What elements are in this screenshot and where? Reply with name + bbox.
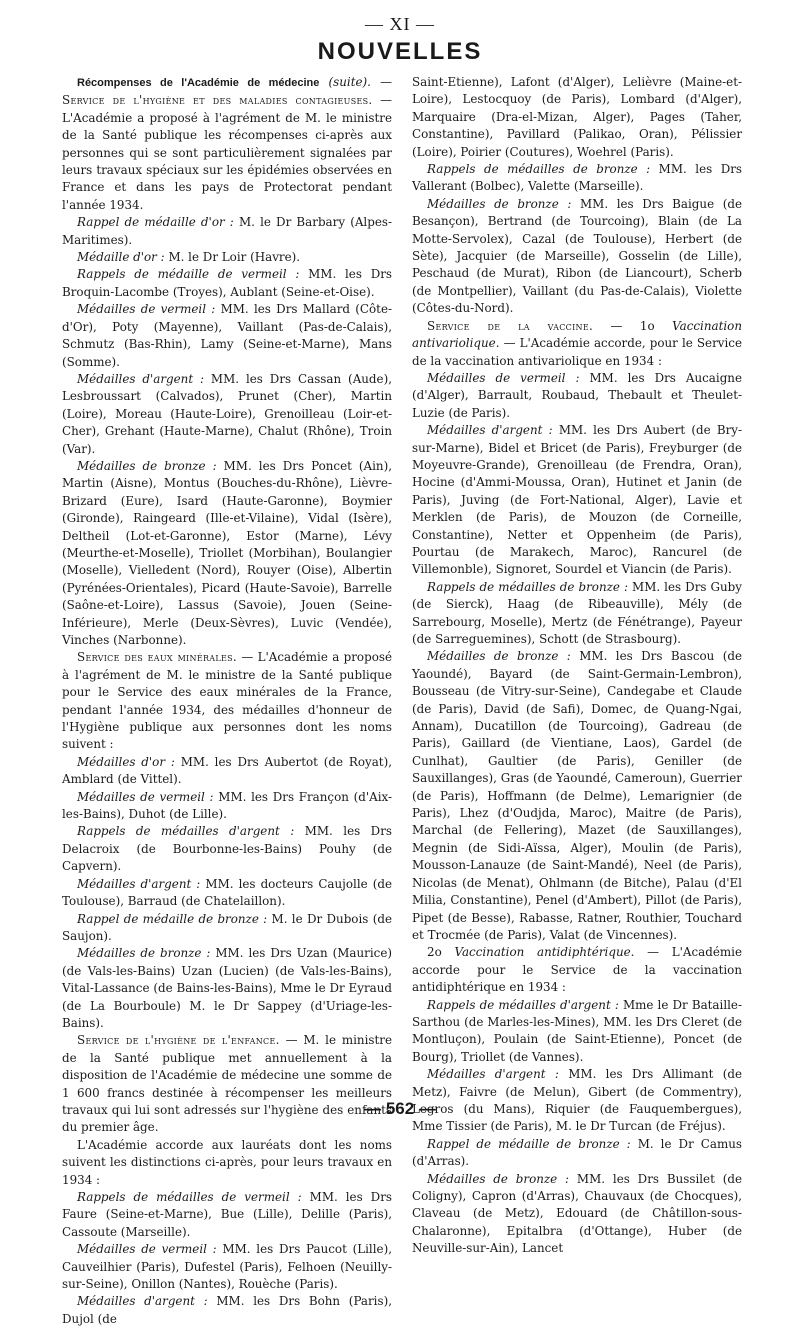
- award-label: Médailles de vermeil :: [77, 789, 214, 804]
- award-paragraph: [62, 301, 392, 371]
- award-label: Rappels de médailles d'argent :: [427, 997, 619, 1012]
- award-recipients: MM. les Drs Aucaigne (d'Alger), Barrault, Roubaud, Thebault et Theulet-Luzie (de Paris).: [412, 370, 743, 420]
- award-recipients: MM. les Drs Allimant (de Metz), Faivre (de Melun), Gibert (de Commentry), Legros (du Mans), Riquier (de Fauquembergues), Mme Tissier (de Paris), M. le Dr Turcan (de Fréjus).: [412, 1067, 743, 1134]
- award-label: Médailles d'argent :: [77, 371, 205, 386]
- award-recipients: MM. les Drs Bussilet (de Coligny), Capron (d'Arras), Chauvaux (de Chocques), Claveau (de Metz), Edouard (de Châtillon-sous-Chalaronne), Epitalbra (d'Ottange), Huber (de Neuville-sur-Ain), Lancet: [412, 1171, 742, 1256]
- award-recipients: MM. les Drs Poncet (Ain), Martin (Aisne), Montus (Bouches-du-Rhône), Lièvre-Brizard (Eure), Isard (Haute-Garonne), Boymier (Gironde), Raingeard (Ille-et-Vilaine), Vidal (Isère), Deltheil (Lot-et-Garonne), Estor (Marne), Lévy (Meurthe-et-Moselle), Triollet (Morbihan), Boulangier (Moselle), Vielledent (Nord), Rouyer (Oise), Albertin (Pyrénées-Orientales), Picard (Haute-Savoie), Barrelle (Saône-et-Loire), Lassus (Savoie), Jouen (Seine-Inférieure), Merle (Deux-Sèvres), Luvic (Vendée), Vinches (Narbonne).: [62, 458, 393, 647]
- service-heading: Service des eaux minérales.: [77, 650, 237, 665]
- paragraph-text: — L'Académie a proposé à l'agrément de M. le ministre de la Santé publique les récompenses ci-après aux personnes qui se sont particulièrement signalées par leurs travaux spéciaux sur les épidémies observées en France et dans les pays de Protectorat pendant l'année 1934.: [62, 93, 392, 212]
- award-paragraph: [62, 876, 392, 911]
- suite-note: (suite).: [328, 75, 371, 89]
- award-paragraph: [412, 579, 742, 649]
- award-recipients: MM. les Drs Bohn (Paris), Dujol (de: [62, 1294, 393, 1326]
- award-recipients: MM. les docteurs Caujolle (de Toulouse), Barraud (de Chatelaillon).: [62, 876, 392, 909]
- award-label: Médailles d'argent :: [427, 1067, 559, 1082]
- award-recipients: MM. les Drs Cassan (Aude), Lesbroussart (Calvados), Prunet (Cher), Martin (Loire), Moreau (Haute-Loire), Grenoilleau (Loir-et-Cher), Grehant (Haute-Marne), Chalut (Rhône), Troin (Var).: [62, 371, 393, 456]
- award-paragraph: [412, 422, 742, 579]
- service-heading: Service de l'hygiène et des maladies contagieuses.: [62, 93, 373, 108]
- award-paragraph: [62, 249, 392, 266]
- award-label: Médailles de bronze :: [77, 946, 211, 961]
- award-label: Médailles d'or :: [77, 754, 175, 769]
- paragraph-text: — L'Académie accorde, pour le Service de la vaccination antivariolique en 1934 :: [412, 336, 742, 368]
- paragraph-continued: Saint-Etienne), Lafont (d'Alger), Lelièvre (Maine-et-Loire), Lestocquoy (de Paris), Lombard (d'Alger), Marquaire (Dra-el-Mizan, Alger), Pages (Taher, Constantine), Pavillard (Palikao, Oran), Pélissier (Loire), Poirier (Coutures), Woehrel (Paris).: [412, 75, 742, 159]
- page-title: NOUVELLES: [317, 38, 483, 65]
- award-paragraph: [412, 648, 742, 944]
- award-paragraph: [62, 911, 392, 946]
- award-recipients: M. le Dr Camus (d'Arras).: [412, 1136, 743, 1169]
- award-recipients: MM. les Drs Vallerant (Bolbec), Valette (Marseille).: [412, 162, 743, 194]
- award-paragraph: [62, 214, 392, 249]
- award-label: Médailles de bronze :: [427, 649, 571, 664]
- subsection-number: — 1o: [610, 318, 655, 333]
- subsection-title: Vaccination antidiphtérique.: [454, 945, 635, 960]
- paragraph-text: — M. le ministre de la Santé publique met annuellement à la disposition de l'Académie de médecine une somme de 1 600 francs destinée à récompenser les meilleurs travaux qui lui sont adressés sur l'hygiène des enfants du premier âge.: [62, 1033, 392, 1135]
- award-recipients: MM. les Drs Broquin-Lacombe (Troyes), Aublant (Seine-et-Oise).: [62, 267, 393, 299]
- service-heading: Service de la vaccine.: [427, 318, 594, 333]
- dash: —: [380, 75, 392, 89]
- section-heading: Récompenses de l'Académie de médecine: [77, 77, 320, 89]
- award-label: Rappel de médaille de bronze :: [427, 1136, 631, 1151]
- award-recipients: MM. les Drs Paucot (Lille), Cauveilhier (Paris), Dufestel (Paris), Felhoen (Neuilly-sur-Seine), Onillon (Nantes), Rouèche (Paris).: [62, 1242, 392, 1292]
- section-number: — XI —: [365, 14, 435, 34]
- award-paragraph: [62, 1189, 392, 1241]
- award-recipients: M. le Dr Dubois (de Saujon).: [62, 911, 392, 943]
- award-recipients: M. le Dr Loir (Havre).: [168, 250, 301, 265]
- right-column: [412, 74, 743, 1256]
- award-paragraph: [62, 1293, 392, 1328]
- award-recipients: M. le Dr Barbary (Alpes-Maritimes).: [62, 215, 392, 247]
- paragraph-hygiene-intro: [62, 74, 392, 214]
- paragraph-text: — L'Académie a proposé à l'agrément de M. le ministre de la Santé publique pour le Service des eaux minérales de la France, pendant l'année 1934, des médailles d'honneur de l'Hygiène publique aux personnes dont les noms suivent :: [62, 650, 393, 752]
- award-label: Médailles de vermeil :: [77, 1242, 217, 1257]
- award-paragraph: [412, 370, 742, 422]
- award-label: Médailles d'argent :: [427, 423, 553, 438]
- award-paragraph: [62, 754, 392, 789]
- award-recipients: MM. les Drs Guby (de Sierck), Haag (de Ribeauville), Mély (de Sarrebourg, Moselle), Mertz (de Fénétrange), Payeur (de Sarreguemines), Schott (de Strasbourg).: [412, 579, 743, 646]
- service-heading: Service de l'hygiène de l'enfance.: [77, 1033, 280, 1048]
- subsection-number: 2o: [427, 945, 442, 960]
- award-paragraph: [412, 1136, 742, 1171]
- award-label: Médailles de bronze :: [77, 458, 217, 473]
- award-paragraph: [62, 823, 392, 875]
- award-paragraph: [62, 1241, 392, 1293]
- award-label: Médailles de vermeil :: [427, 370, 580, 385]
- award-label: Médaille d'or :: [77, 250, 165, 265]
- award-recipients: MM. les Drs Uzan (Maurice) (de Vals-les-Bains) Uzan (Lucien) (de Vals-les-Bains), Vital-Lassance (de Bains-les-Bains), Mme le Dr Eyraud (de La Bourboule) M. le Dr Sappey (d'Uriage-les-Bains).: [62, 946, 393, 1030]
- award-paragraph: [62, 371, 392, 458]
- award-label: Rappels de médailles de bronze :: [427, 579, 628, 594]
- award-paragraph: [412, 997, 742, 1067]
- page-number: — 562 —: [364, 1099, 436, 1118]
- award-paragraph: [412, 1171, 742, 1258]
- award-paragraph: [62, 789, 392, 824]
- award-label: Rappels de médailles d'argent :: [77, 824, 295, 839]
- paragraph-text: — L'Académie accorde pour le Service de la vaccination antidiphtérique en 1934 :: [412, 945, 743, 995]
- paragraph-child-hygiene: [62, 1032, 392, 1136]
- award-recipients: MM. les Drs Faure (Seine-et-Marne), Bue (Lille), Delille (Paris), Cassoute (Marseille).: [62, 1190, 393, 1239]
- award-label: Médailles de bronze :: [427, 1171, 570, 1186]
- award-recipients: MM. les Drs Bascou (de Yaoundé), Bayard (de Saint-Germain-Lembron), Bousseau (de Vitry-sur-Seine), Candegabe et Claude (de Paris), David (de Safi), Domec, de Quang-Ngai, Annam), Ducatillon (de Tourcoing), Gadreau (de Paris), Gaillard (de Vientiane, Laos), Gardel (de Cunlhat), Gaultier (de Paris), Geniller (de Sauxillanges), Gras (de Yaoundé, Cameroun), Guerrier (de Paris), Hoffmann (de Delme), Lemarignier (de Paris), Lhez (d'Oudjda, Maroc), Maitre (de Paris), Marchal (de Fellering), Mazet (de Sauxillanges), Megnin (de Sidi-Aïssa, Alger), Moulin (de Paris), Mousson-Lanauze (de Saint-Mandé), Neel (de Paris), Nicolas (de Menat), Ohlmann (de Bitche), Palau (d'El Milia, Constantine), Penel (d'Ambert), Pillot (de Paris), Pipet (de Besse), Rabasse, Ratner, Routhier, Touchard et Trocmée (de Paris), Valat (de Vincennes).: [412, 649, 743, 942]
- paragraph-text: L'Académie accorde aux lauréats dont les noms suivent les distinctions ci-après, pour leurs travaux en 1934 :: [62, 1137, 392, 1187]
- award-label: Médailles d'argent :: [77, 1294, 208, 1309]
- award-recipients: MM. les Drs Mallard (Côte-d'Or), Poty (Mayenne), Vaillant (Pas-de-Calais), Schmutz (Bas-Rhin), Lamy (Seine-et-Marne), Mans (Somme).: [62, 302, 393, 369]
- award-label: Médailles de vermeil :: [77, 302, 216, 317]
- award-label: Médailles d'argent :: [77, 876, 201, 891]
- paragraph-diphtheria: [412, 944, 742, 996]
- award-paragraph: [62, 945, 392, 1032]
- award-paragraph: [412, 196, 742, 318]
- award-label: Rappels de médaille de vermeil :: [77, 267, 300, 282]
- award-label: Rappels de médailles de bronze :: [427, 162, 651, 177]
- subsection-title: Vaccination antivariolique.: [412, 318, 742, 351]
- award-label: Médailles de bronze :: [427, 196, 572, 211]
- award-recipients: MM. les Drs Baigue (de Besançon), Bertrand (de Tourcoing), Blain (de La Motte-Servolex), Cazal (de Toulouse), Herbert (de Sète), Jacquier (de Marseille), Gosselin (de Lille), Peschaud (de Murat), Ribon (de Liancourt), Scherb (de Montpellier), Vaillant (du Pas-de-Calais), Violette (Côtes-du-Nord).: [412, 196, 743, 316]
- award-paragraph: [62, 266, 392, 301]
- award-recipients: MM. les Drs Aubert (de Bry-sur-Marne), Bidel et Bricet (de Paris), Freyburger (de Moyeuvre-Grande), Grenoilleau (de Frendra, Oran), Hocine (d'Ammi-Moussa, Oran), Hutinet et Janin (de Paris), Juving (de Fort-National, Alger), Lavie et Merklen (de Paris), de Mouzon (de Corneille, Constantine), Netter et Oppenheim (de Paris), Pourtau (de Marakech, Maroc), Rancurel (de Villemonble), Signoret, Sourdel et Viancin (de Paris).: [412, 423, 743, 577]
- left-column: [62, 74, 393, 1326]
- award-paragraph: [412, 161, 742, 196]
- award-label: Rappel de médaille d'or :: [77, 215, 234, 230]
- paragraph-mineral-waters: [62, 649, 392, 753]
- award-recipients: Mme le Dr Bataille-Sarthou (de Marles-les-Mines), MM. les Drs Cleret (de Montluçon), Poulain (de Saint-Etienne), Poncet (de Bourg), Triollet (de Vannes).: [412, 997, 742, 1064]
- award-recipients: MM. les Drs Françon (d'Aix-les-Bains), Duhot (de Lille).: [62, 789, 393, 822]
- award-paragraph: [62, 458, 392, 649]
- award-label: Rappel de médaille de bronze :: [77, 911, 268, 926]
- award-label: Rappels de médailles de vermeil :: [77, 1190, 302, 1204]
- award-recipients: MM. les Drs Delacroix (de Bourbonne-les-Bains) Pouhy (de Capvern).: [62, 824, 392, 874]
- paragraph-vaccine: [412, 318, 742, 370]
- award-recipients: MM. les Drs Aubertot (de Royat), Amblard (de Vittel).: [62, 754, 392, 787]
